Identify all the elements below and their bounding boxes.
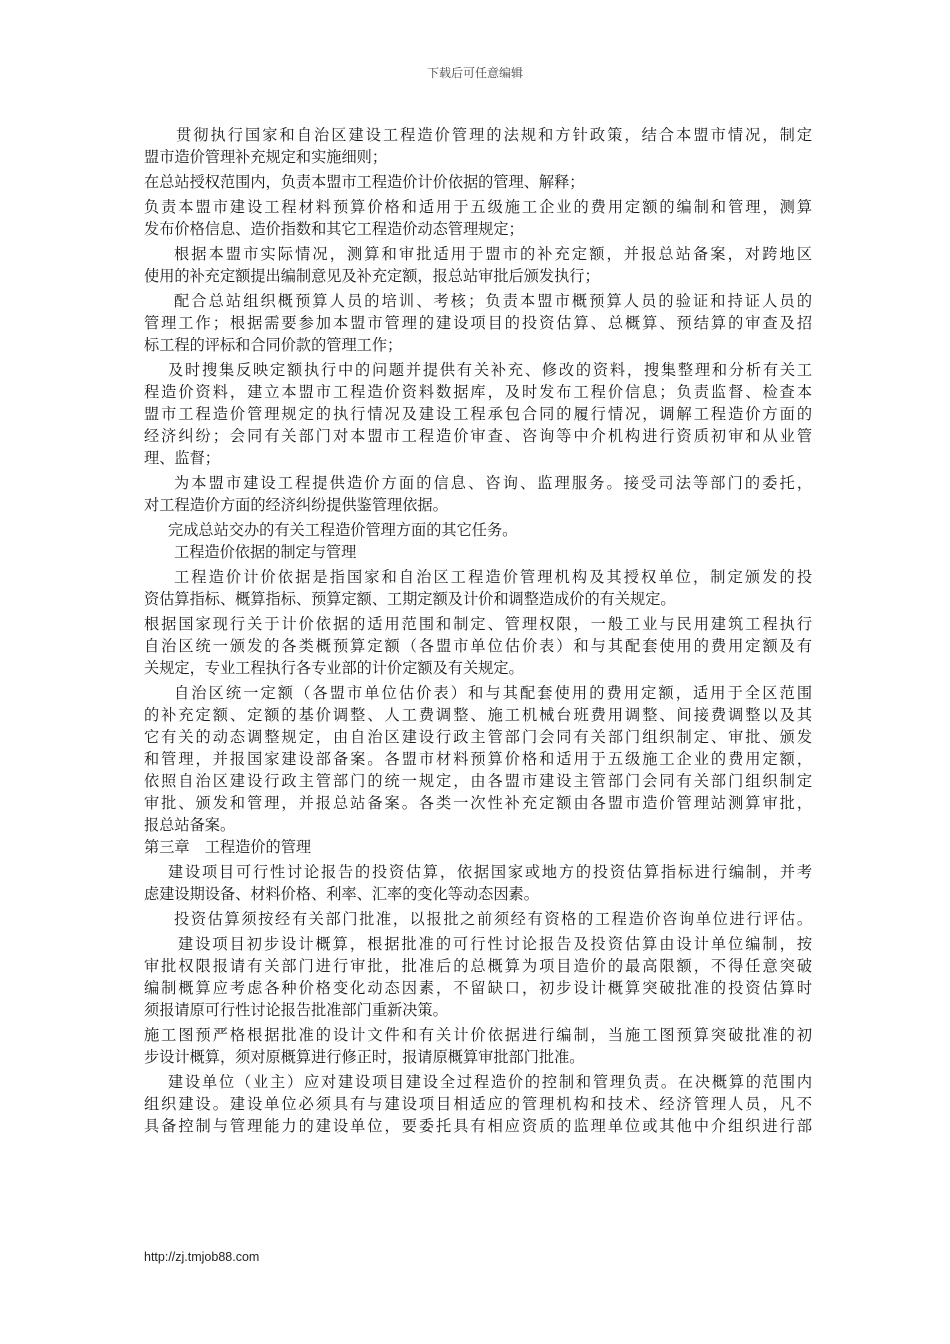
text-line: 建设项目初步设计概算，根据批准的可行性讨论报告及投资估算由设计单位编制，按 (178, 935, 812, 953)
text-line: 的补充定额、定额的基价调整、人工费调整、施工机械台班费用调整、间接费调整以及其 (144, 706, 812, 724)
text-line: 贯彻执行国家和自治区建设工程造价管理的法规和方针政策，结合本盟市情况，制定 (176, 126, 812, 144)
text-line: 审批、颁发和管理，并报总站备案。各类一次性补充定额由各盟市造价管理站测算审批， (144, 794, 812, 812)
text-line: 须报请原可行性讨论报告批准部门重新决策。 (144, 1001, 448, 1019)
text-line: 自治区统一定额（各盟市单位估价表）和与其配套使用的费用定额，适用于全区范围 (174, 684, 812, 702)
text-line: 关规定，专业工程执行各专业部的计价定额及有关规定。 (144, 659, 524, 677)
text-line: 完成总站交办的有关工程造价管理方面的其它任务。 (168, 521, 518, 539)
page-header: 下载后可任意编辑 (426, 66, 523, 80)
text-line: 盟市工程造价管理规定的执行情况及建设工程承包合同的履行情况，调解工程造价方面的 (144, 405, 812, 423)
text-line: 步设计概算，须对原概算进行修正时，报请原概算审批部门批准。 (144, 1048, 585, 1066)
text-line: 根据国家现行关于计价依据的适用范围和制定、管理权限，一般工业与民用建筑工程执行 (144, 615, 812, 633)
text-line: 及时搜集反映定额执行中的问题并提供有关补充、修改的资料，搜集整理和分析有关工 (168, 361, 812, 379)
text-line: 程造价资料，建立本盟市工程造价资料数据库，及时发布工程价信息；负责监督、检查本 (144, 383, 812, 401)
text-line: 第三章 工程造价的管理 (144, 838, 312, 856)
text-line: 具备控制与管理能力的建设单位，要委托具有相应资质的监理单位或其他中介组织进行部 (144, 1117, 812, 1135)
text-line: 负责本盟市建设工程材料预算价格和适用于五级施工企业的费用定额的编制和管理，测算 (144, 198, 812, 216)
text-line: 使用的补充定额提出编制意见及补充定额，报总站审批后颁发执行； (144, 267, 600, 285)
text-line: 根据本盟市实际情况，测算和审批适用于盟市的补充定额，并报总站备案，对跨地区 (174, 245, 812, 263)
text-line: 施工图预严格根据批准的设计文件和有关计价依据进行编制，当施工图预算突破批准的初 (144, 1026, 812, 1044)
text-line: 建设项目可行性讨论报告的投资估算，依据国家或地方的投资估算指标进行编制，并考 (168, 863, 812, 881)
text-line: 报总站备案。 (144, 816, 236, 834)
text-line: 它有关的动态调整规定，由自治区建设行政主管部门会同有关部门组织制定、审批、颁发 (144, 728, 812, 746)
text-line: 建设单位（业主）应对建设项目建设全过程造价的控制和管理负责。在决概算的范围内 (168, 1073, 812, 1091)
text-line: 虑建设期设备、材料价格、利率、汇率的变化等动态因素。 (144, 885, 539, 903)
text-line: 标工程的评标和合同价款的管理工作； (144, 336, 403, 354)
text-line: 管理工作；根据需要参加本盟市管理的建设项目的投资估算、总概算、预结算的审查及招 (144, 314, 812, 332)
text-line: 和管理，并报国家建设部备案。各盟市材料预算价格和适用于五级施工企业的费用定额， (144, 750, 812, 768)
text-line: 自治区统一颁发的各类概预算定额（各盟市单位估价表）和与其配套使用的费用定额及有 (144, 637, 812, 655)
text-line: 审批权限报请有关部门进行审批，批准后的总概算为项目造价的最高限额，不得任意突破 (144, 957, 812, 975)
text-line: 为本盟市建设工程提供造价方面的信息、咨询、监理服务。接受司法等部门的委托， (174, 474, 812, 492)
text-line: 编制概算应考虑各种价格变化动态因素，不留缺口，初步设计概算突破批准的投资估算时 (144, 979, 812, 997)
text-line: 在总站授权范围内，负责本盟市工程造价计价依据的管理、解释； (144, 173, 585, 191)
text-line: 配合总站组织概预算人员的培训、考核；负责本盟市概预算人员的验证和持证人员的 (174, 292, 812, 310)
text-line: 依照自治区建设行政主管部门的统一规定，由各盟市建设主管部门会同有关部门组织制定 (144, 772, 812, 790)
text-line: 理、监督； (144, 449, 220, 467)
text-line: 投资估算须按经有关部门批准，以报批之前须经有资格的工程造价咨询单位进行评估。 (174, 910, 812, 928)
text-line: 对工程造价方面的经济纠纷提供鉴管理依据。 (144, 496, 448, 514)
text-line: 资估算指标、概算指标、预算定额、工期定额及计价和调整造成价的有关规定。 (144, 590, 676, 608)
document-body (144, 124, 812, 1137)
text-line: 经济纠纷；会同有关部门对本盟市工程造价审查、咨询等中介机构进行资质初审和从业管 (144, 427, 812, 445)
footer-url: http://zj.tmjob88.com (144, 1250, 260, 1264)
text-line: 工程造价计价依据是指国家和自治区工程造价管理机构及其授权单位，制定颁发的投 (174, 568, 812, 586)
text-line: 盟市造价管理补充规定和实施细则； (144, 148, 387, 166)
text-line: 工程造价依据的制定与管理 (174, 543, 357, 561)
text-line: 组织建设。建设单位必须具有与建设项目相适应的管理机构和技术、经济管理人员，凡不 (144, 1095, 812, 1113)
text-line: 发布价格信息、造价指数和其它工程造价动态管理规定； (144, 220, 524, 238)
